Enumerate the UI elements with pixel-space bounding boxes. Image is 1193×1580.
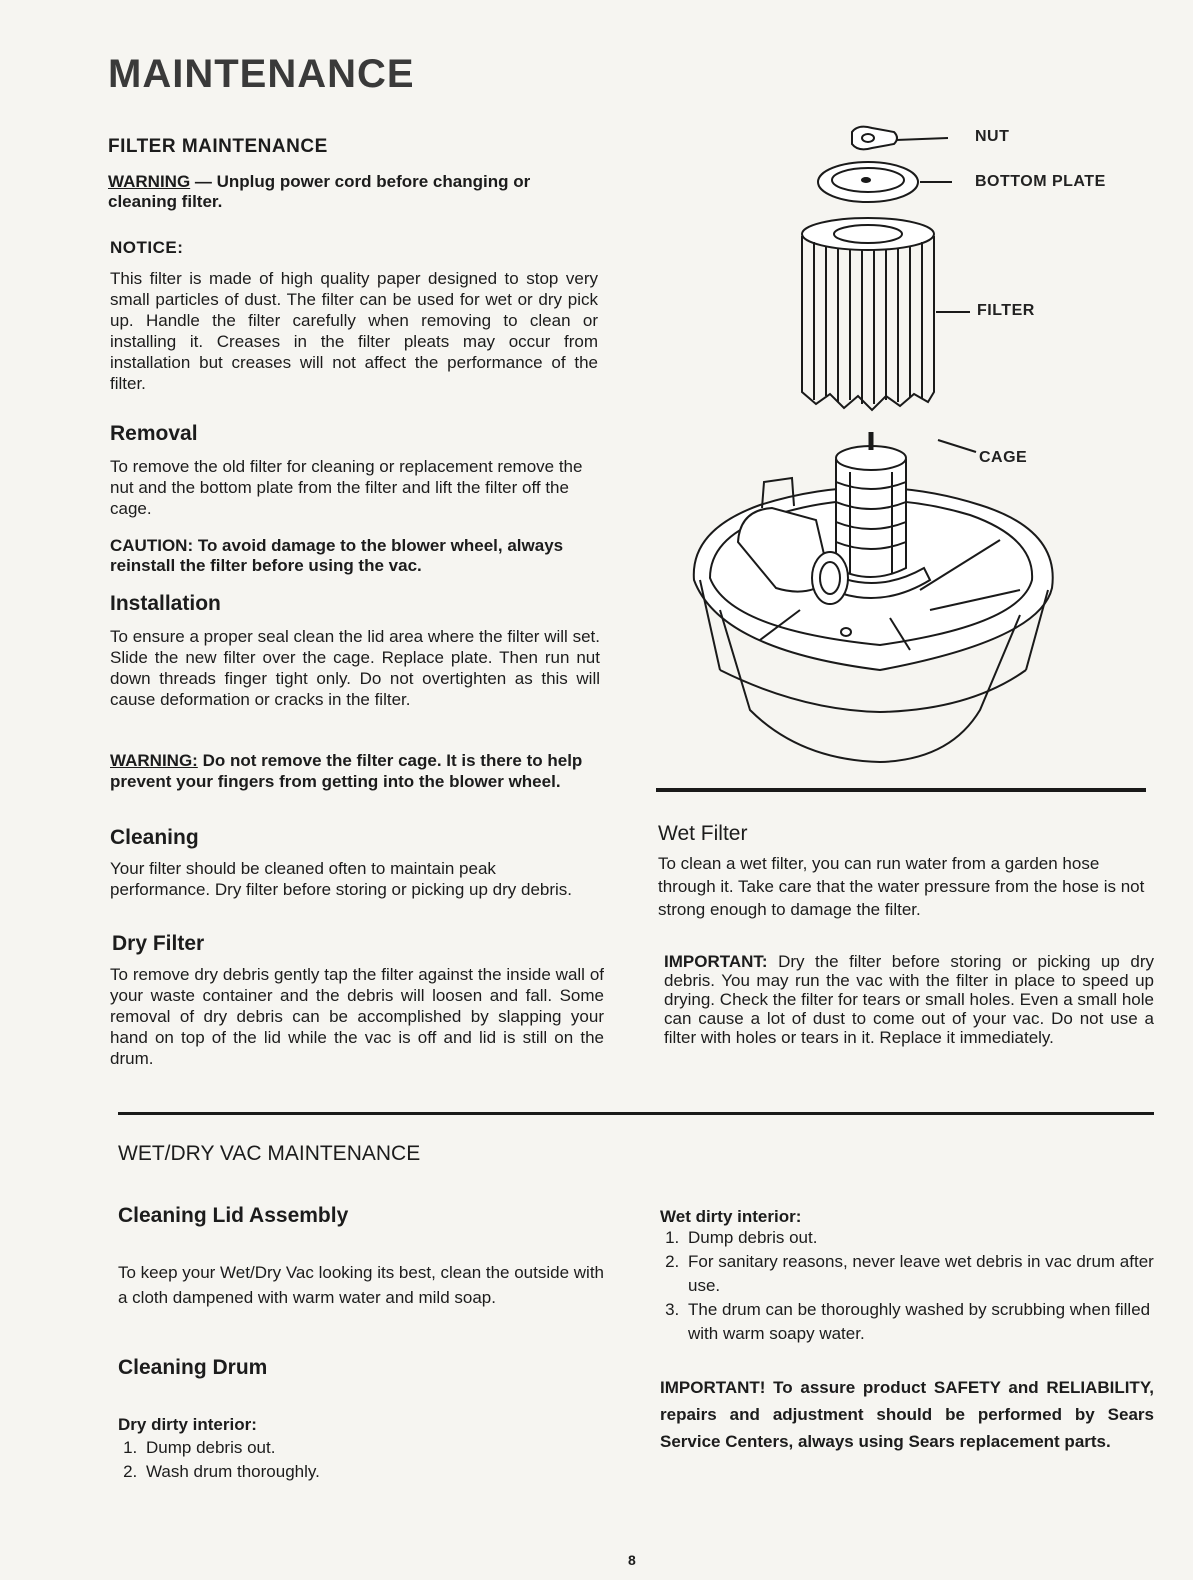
warning-label: WARNING: [108, 172, 191, 191]
cage-and-lid-icon: [694, 432, 1053, 762]
important-label: IMPORTANT:: [664, 952, 768, 971]
warning2-label: WARNING:: [110, 751, 198, 770]
cleaning-heading: Cleaning: [110, 826, 199, 849]
page-number: 8: [628, 1552, 636, 1568]
dry-filter-text: To remove dry debris gently tap the filter against the inside wall of your waste container and the debris will loosen and fall. Some removal of dry debris can be accomplished by slapping your hand on top of the lid while the vac is off and lid is still on the drum.: [110, 965, 604, 1068]
list-item: 2. Wash drum thoroughly.: [142, 1460, 622, 1484]
dry-filter-heading: Dry Filter: [112, 932, 205, 955]
wet-filter-divider: [656, 788, 1146, 792]
wet-interior-heading: Wet dirty interior:: [660, 1207, 802, 1226]
cleaning-lid-text: To keep your Wet/Dry Vac looking its best, clean the outside with a cloth dampened with warm water and mild soap.: [118, 1263, 605, 1307]
label-bottom-plate: BOTTOM PLATE: [975, 173, 1106, 190]
warning-unplug: [108, 172, 598, 212]
page-title: MAINTENANCE: [108, 52, 415, 96]
sears-important-note: IMPORTANT! To assure product SAFETY and RELIABILITY, repairs and adjustment should be performed by Sears Service Centers, always using Sears replacement parts.: [660, 1378, 1154, 1451]
label-filter: FILTER: [977, 302, 1035, 319]
dry-interior-list: [118, 1436, 622, 1484]
cleaning-lid-heading: Cleaning Lid Assembly: [118, 1204, 349, 1227]
wet-interior-list: [660, 1226, 1182, 1346]
warning-text: — Unplug power cord before changing or cleaning filter.: [108, 172, 531, 211]
important-text: Dry the filter before storing or picking up dry debris. You may run the vac with the filter in place to speed up drying. Check the filter for tears or small holes. Even a small hole can cause a lot of dust to come out of your vac. Do not use a filter with holes or tears in it. Replace it immediately.: [664, 952, 1154, 1047]
nut-icon: [852, 127, 948, 150]
filter-assembly-diagram: [680, 110, 1160, 770]
bottom-plate-icon: [818, 162, 952, 202]
notice-text: This filter is made of high quality paper designed to stop very small particles of dust. The filter can be used for wet or dry pick up. Handle the filter carefully when removing to clean or installing it. Creases in the filter pleats may occur from installation but creases will not affect the performance of the filter.: [110, 269, 598, 393]
installation-text: To ensure a proper seal clean the lid area where the filter will set. Slide the new filter over the cage. Replace plate. Then run nut down threads finger tight only. Do not overtighten as this will cause deformation or cracks in the filter.: [110, 627, 600, 709]
warning-cage: [110, 750, 602, 792]
removal-heading: Removal: [110, 422, 198, 445]
dry-interior-heading: Dry dirty interior:: [118, 1415, 257, 1434]
section-divider: [118, 1112, 1154, 1115]
wet-filter-heading: Wet Filter: [658, 822, 748, 845]
list-item: 3. The drum can be thoroughly washed by scrubbing when filled with warm soapy water.: [684, 1298, 1182, 1346]
cleaning-text: Your filter should be cleaned often to maintain peak performance. Dry filter before storing or picking up dry debris.: [110, 859, 573, 899]
installation-heading: Installation: [110, 592, 221, 615]
removal-text: To remove the old filter for cleaning or replacement remove the nut and the bottom plate from the filter and lift the filter off the cage.: [110, 457, 583, 518]
cleaning-drum-heading: Cleaning Drum: [118, 1356, 268, 1379]
wet-filter-text: To clean a wet filter, you can run water from a garden hose through it. Take care that the water pressure from the hose is not strong enough to damage the filter.: [658, 854, 1145, 919]
caution-text: CAUTION: To avoid damage to the blower wheel, always reinstall the filter before using the vac.: [110, 536, 564, 575]
label-cage: CAGE: [979, 449, 1028, 466]
notice-heading: NOTICE:: [110, 238, 184, 257]
vac-maintenance-heading: WET/DRY VAC MAINTENANCE: [118, 1142, 421, 1165]
filter-icon: [802, 218, 970, 410]
label-nut: NUT: [975, 128, 1010, 145]
wet-filter-important: [664, 952, 1154, 1047]
list-item: 1. Dump debris out.: [684, 1226, 1182, 1250]
list-item: 2. For sanitary reasons, never leave wet debris in vac drum after use.: [684, 1250, 1182, 1298]
warning2-text: Do not remove the filter cage. It is there to help prevent your fingers from getting into the blower wheel.: [110, 751, 583, 791]
list-item: 1. Dump debris out.: [142, 1436, 622, 1460]
filter-maintenance-heading: FILTER MAINTENANCE: [108, 136, 328, 157]
